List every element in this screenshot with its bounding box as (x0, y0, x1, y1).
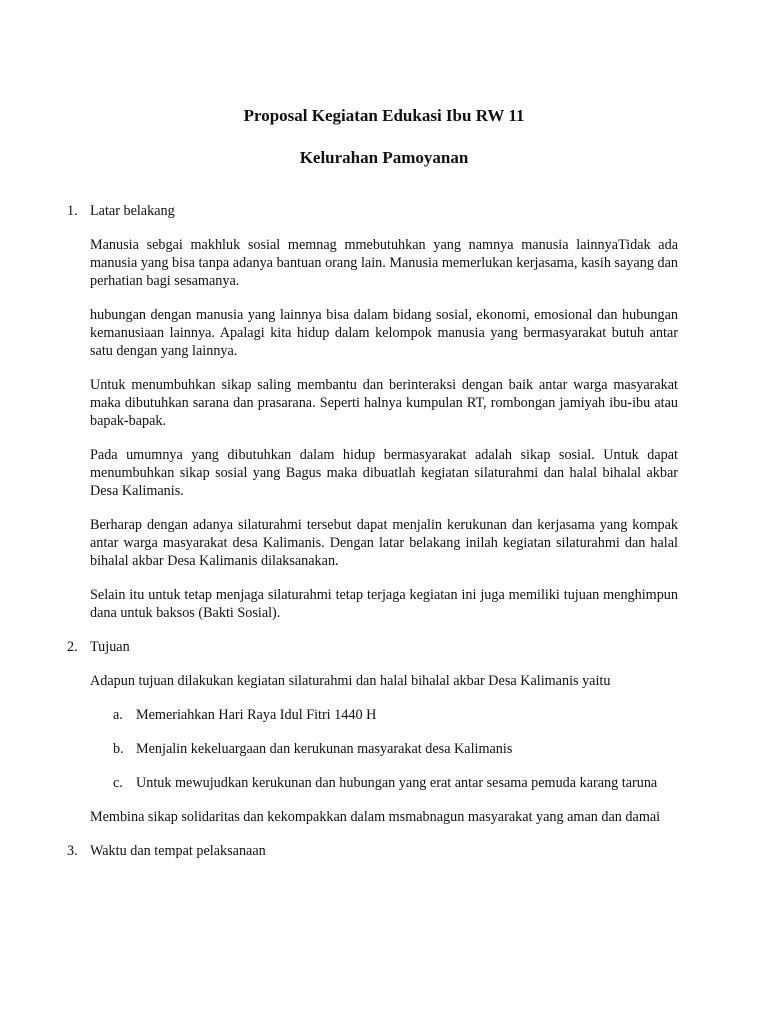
section-heading-latar-belakang (67, 202, 678, 220)
document-title: Proposal Kegiatan Edukasi Ibu RW 11 (243, 106, 525, 125)
list-item-text: Memeriahkan Hari Raya Idul Fitri 1440 H (136, 707, 377, 723)
goals-list (113, 706, 678, 792)
list-item-text: Untuk mewujudkan kerukunan dan hubungan yang erat antar sesama pemuda karang taruna (136, 775, 658, 791)
document-subtitle: Kelurahan Pamoyanan (299, 148, 469, 167)
section-title: Tujuan (90, 639, 130, 655)
list-marker: b. (113, 741, 124, 757)
section-title: Latar belakang (90, 203, 175, 219)
section-intro: Adapun tujuan dilakukan kegiatan silaturahmi dan halal bihalal akbar Desa Kalimanis yaitu (90, 673, 611, 689)
paragraph: Untuk menumbuhkan sikap saling membantu dan berinteraksi dengan baik antar warga masyarakat maka dibutuhkan sarana dan prasarana. Seperti halnya kumpulan RT, rombongan jamiyah ibu-ibu atau bapak-bapak. (90, 377, 678, 429)
list-marker: a. (113, 707, 123, 723)
paragraph: Manusia sebgai makhluk sosial memnag mmebutuhkan yang namnya manusia lainnyaTidak ada manusia yang bisa tanpa adanya bantuan orang lain. Manusia memerlukan kerjasama, kasih sayang dan perhatian bagi sesamanya. (90, 237, 678, 289)
list-marker: c. (113, 775, 123, 791)
section-heading-tujuan (67, 638, 678, 656)
section-title: Waktu dan tempat pelaksanaan (90, 843, 266, 859)
section-closing: Membina sikap solidaritas dan kekompakkan dalam msmabnagun masyarakat yang aman dan damai (90, 809, 661, 825)
paragraph: hubungan dengan manusia yang lainnya bisa dalam bidang sosial, ekonomi, emosional dan hubungan kemanusiaan lainnya. Apalagi kita hidup dalam kelompok manusia yang bermasyarakat butuh antar satu dengan yang lainnya. (90, 307, 678, 359)
section-number: 1. (67, 203, 78, 219)
list-item-text: Menjalin kekeluargaan dan kerukunan masyarakat desa Kalimanis (136, 741, 513, 757)
section-heading-waktu-tempat (67, 842, 678, 860)
list-item (113, 706, 678, 724)
section-number: 3. (67, 843, 78, 859)
list-item (113, 740, 678, 758)
section-number: 2. (67, 639, 78, 655)
list-item (113, 774, 678, 792)
paragraph: Selain itu untuk tetap menjaga silaturahmi tetap terjaga kegiatan ini juga memiliki tujuan menghimpun dana untuk baksos (Bakti Sosial). (90, 587, 678, 621)
paragraph: Berharap dengan adanya silaturahmi tersebut dapat menjalin kerukunan dan kerjasama yang kompak antar warga masyarakat desa Kalimanis. Dengan latar belakang inilah kegiatan silaturahmi dan halal bihalal akbar Desa Kalimanis dilaksanakan. (90, 517, 678, 569)
paragraph: Pada umumnya yang dibutuhkan dalam hidup bermasyarakat adalah sikap sosial. Untuk dapat menumbuhkan sikap sosial yang Bagus maka dibuatlah kegiatan silaturahmi dan halal bihalal akbar Desa Kalimanis. (90, 447, 678, 499)
